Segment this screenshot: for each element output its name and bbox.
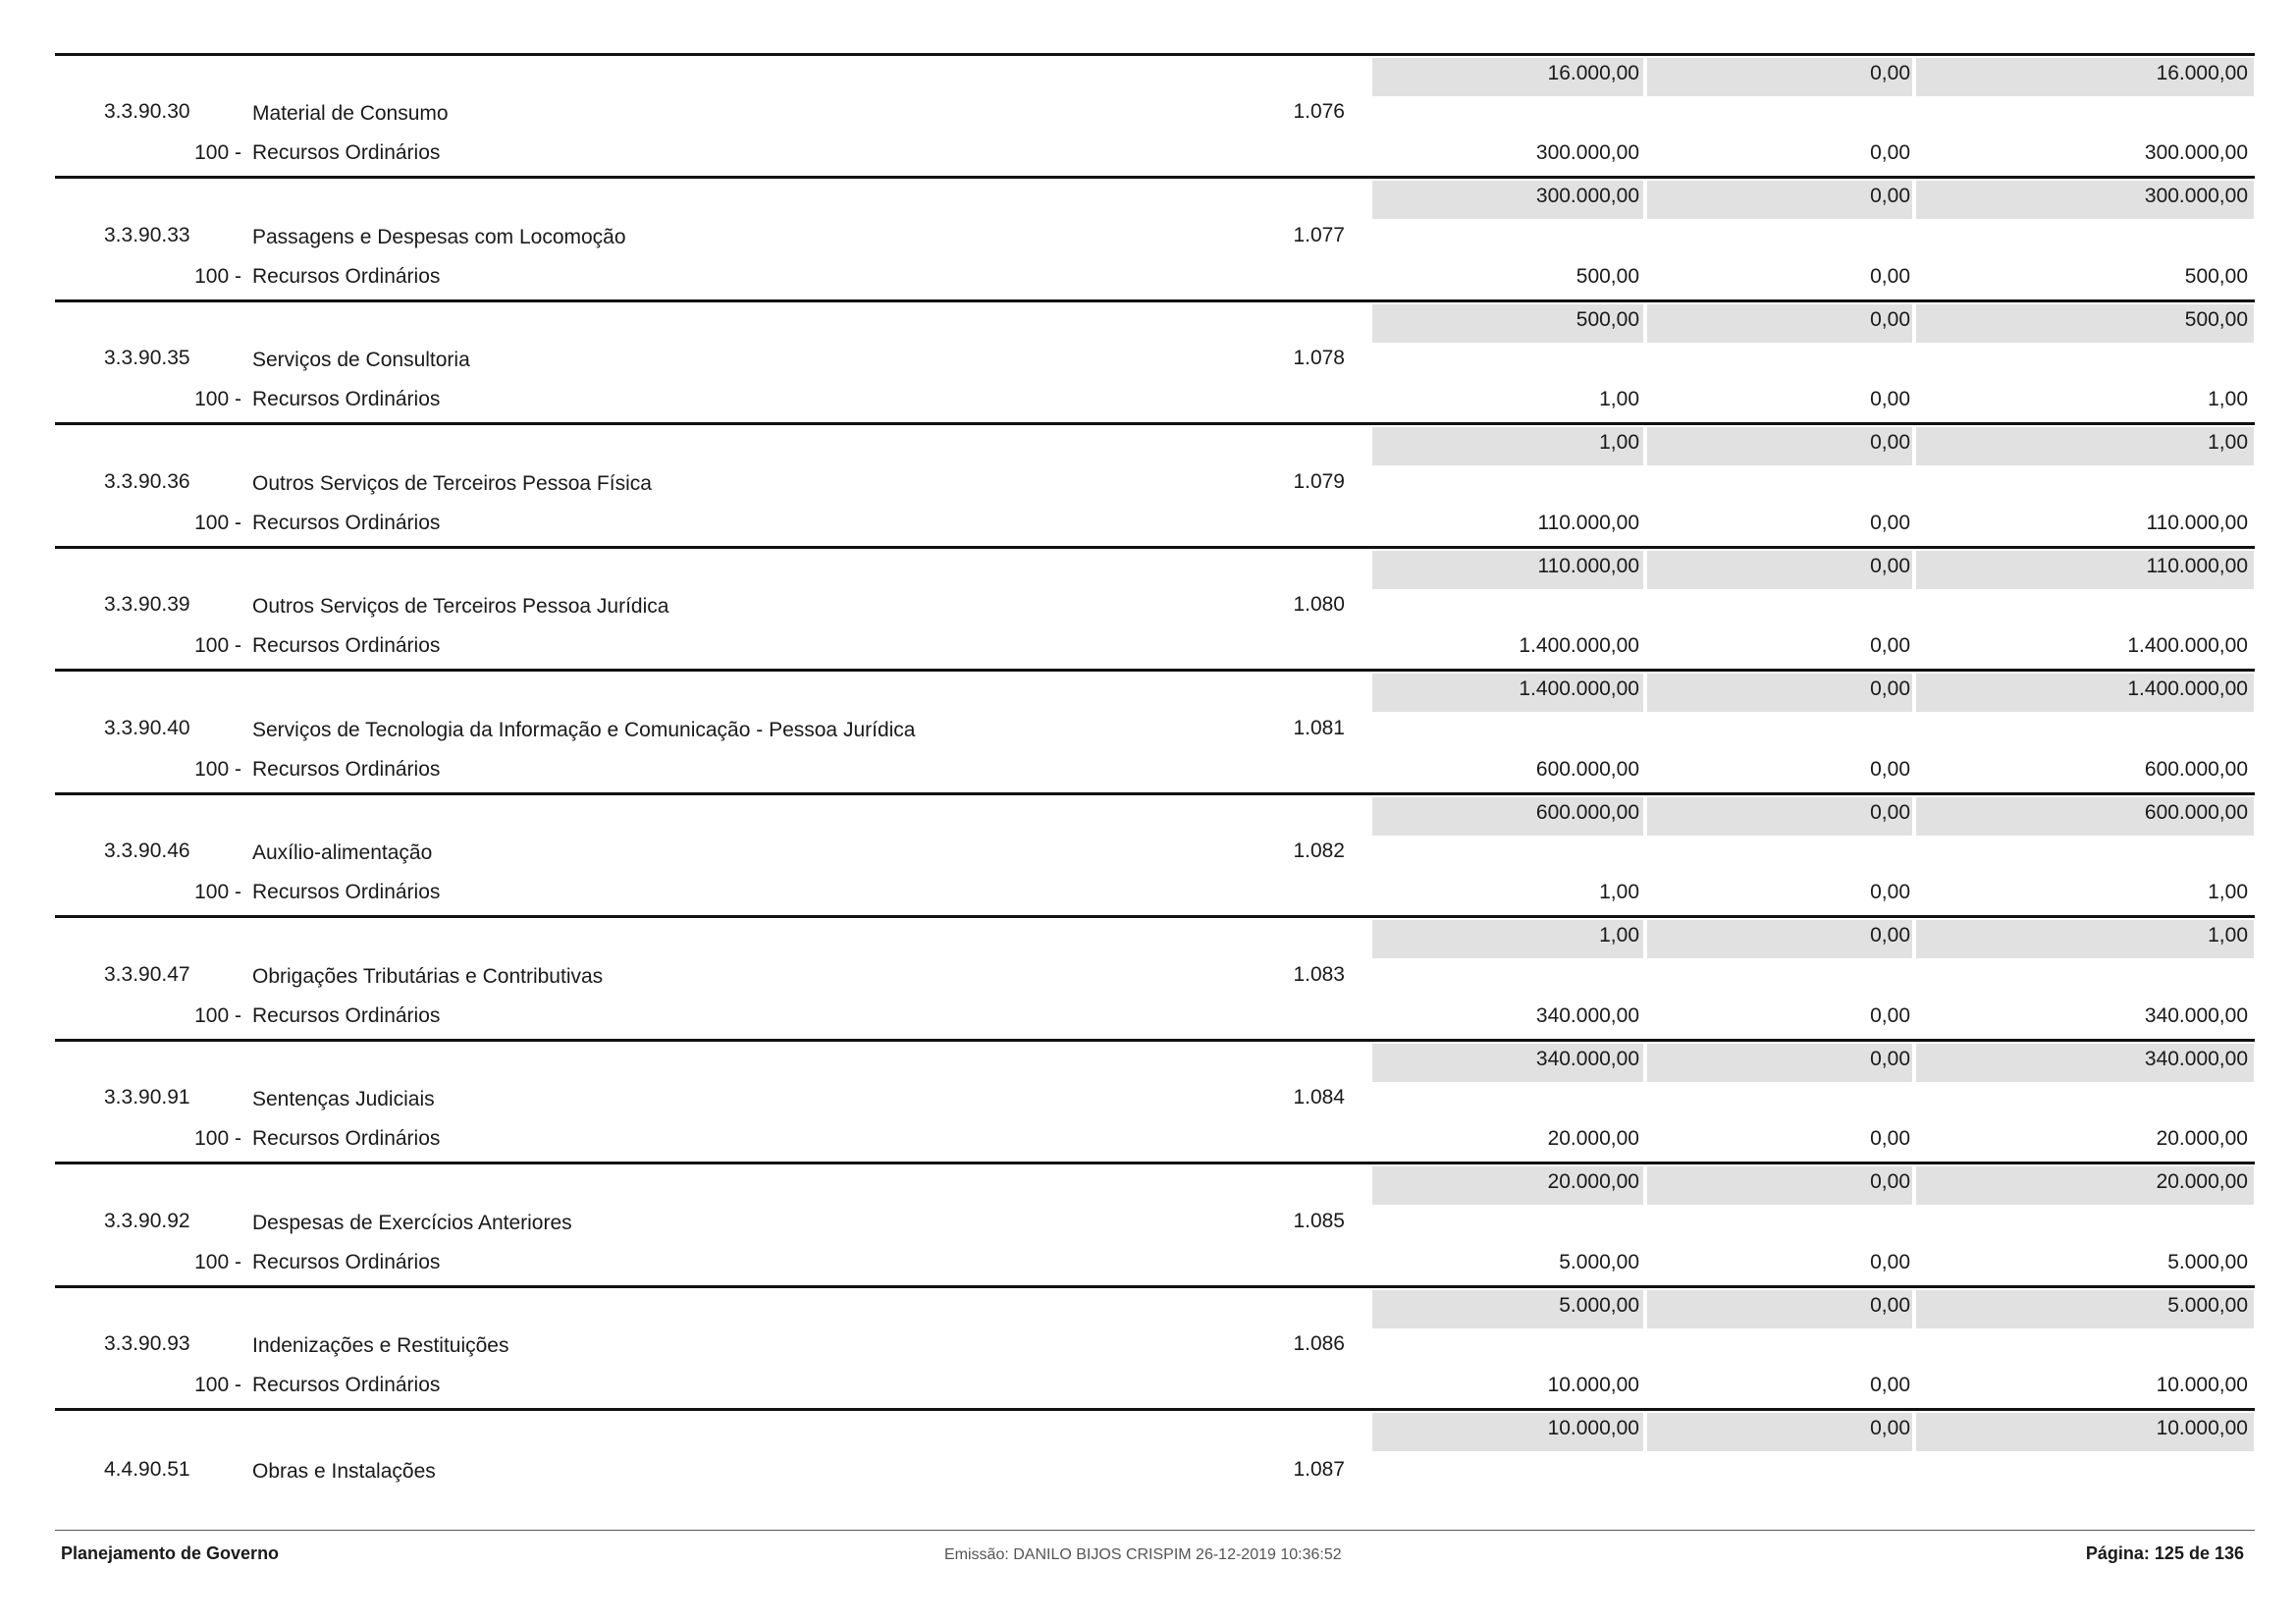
source-orcado: 300.000,00	[1535, 141, 1639, 164]
subtotal-alteracao: 0,00	[1870, 555, 1910, 577]
source-total: 110.000,00	[2146, 512, 2248, 534]
source-total: 20.000,00	[2156, 1127, 2248, 1150]
top-rule	[55, 53, 2255, 56]
source-alteracao: 0,00	[1870, 388, 1910, 410]
account-reference: 1.079	[1293, 470, 1345, 493]
source-code: 100 -	[194, 634, 241, 657]
last-row-code: 4.4.90.51	[104, 1458, 190, 1481]
subtotal-alteracao: 0,00	[1870, 1170, 1910, 1193]
subtotal-total: 1.400.000,00	[2127, 677, 2248, 700]
source-orcado: 600.000,00	[1535, 758, 1639, 781]
source-total: 1,00	[2208, 388, 2248, 410]
account-code: 3.3.90.35	[104, 347, 190, 369]
footer-rule	[55, 1530, 2255, 1531]
source-alteracao: 0,00	[1870, 758, 1910, 781]
source-total: 600.000,00	[2144, 758, 2248, 781]
source-orcado: 20.000,00	[1547, 1127, 1639, 1150]
account-code: 3.3.90.91	[104, 1086, 190, 1109]
subtotal-orcado: 20.000,00	[1547, 1170, 1639, 1193]
subtotal-orcado: 5.000,00	[1559, 1294, 1639, 1317]
subtotal-total: 600.000,00	[2144, 801, 2248, 824]
subtotal-orcado: 10.000,00	[1547, 1417, 1639, 1439]
source-alteracao: 0,00	[1870, 141, 1910, 164]
account-description: Obrigações Tributárias e Contributivas	[252, 965, 604, 988]
subtotal-orcado: 500,00	[1575, 308, 1639, 331]
account-code: 3.3.90.93	[104, 1332, 190, 1355]
account-code: 3.3.90.47	[104, 963, 190, 986]
account-code: 3.3.90.33	[104, 224, 190, 246]
account-code: 3.3.90.36	[104, 470, 190, 493]
account-reference: 1.081	[1293, 717, 1345, 739]
source-total: 5.000,00	[2167, 1251, 2248, 1273]
source-code: 100 -	[194, 265, 241, 288]
source-code: 100 -	[194, 758, 241, 781]
account-reference: 1.085	[1293, 1210, 1345, 1232]
block-rule	[55, 1285, 2255, 1288]
source-name: Recursos Ordinários	[252, 141, 441, 164]
top-total-total: 16.000,00	[2156, 62, 2248, 84]
top-total-orcado: 16.000,00	[1547, 62, 1639, 84]
account-description: Auxílio-alimentação	[252, 841, 433, 864]
source-code: 100 -	[194, 141, 241, 164]
subtotal-alteracao: 0,00	[1870, 1048, 1910, 1070]
account-reference: 1.084	[1293, 1086, 1345, 1109]
account-reference: 1.083	[1293, 963, 1345, 986]
account-reference: 1.076	[1293, 100, 1345, 123]
account-description: Material de Consumo	[252, 102, 449, 125]
subtotal-total: 1,00	[2208, 431, 2248, 454]
account-description: Outros Serviços de Terceiros Pessoa Física	[252, 472, 652, 495]
subtotal-alteracao: 0,00	[1870, 801, 1910, 824]
account-reference: 1.086	[1293, 1332, 1345, 1355]
source-orcado: 340.000,00	[1535, 1004, 1639, 1027]
last-row-ref: 1.087	[1293, 1458, 1345, 1481]
footer-left: Planejamento de Governo	[61, 1543, 280, 1563]
account-code: 3.3.90.30	[104, 100, 190, 123]
subtotal-total: 20.000,00	[2156, 1170, 2248, 1193]
source-orcado: 1.400.000,00	[1519, 634, 1639, 657]
block-rule	[55, 669, 2255, 672]
account-code: 3.3.90.46	[104, 839, 190, 862]
source-alteracao: 0,00	[1870, 1251, 1910, 1273]
subtotal-total: 500,00	[2184, 308, 2248, 331]
source-orcado: 1,00	[1599, 388, 1639, 410]
account-description: Sentenças Judiciais	[252, 1088, 435, 1110]
top-total-alteracao: 0,00	[1870, 62, 1910, 84]
block-rule	[55, 176, 2255, 179]
source-orcado: 500,00	[1575, 265, 1639, 288]
source-code: 100 -	[194, 512, 241, 534]
source-orcado: 5.000,00	[1559, 1251, 1639, 1273]
subtotal-alteracao: 0,00	[1870, 185, 1910, 207]
subtotal-orcado: 1,00	[1599, 431, 1639, 454]
subtotal-orcado: 600.000,00	[1535, 801, 1639, 824]
source-orcado: 1,00	[1599, 881, 1639, 903]
source-name: Recursos Ordinários	[252, 758, 441, 781]
subtotal-total: 300.000,00	[2144, 185, 2248, 207]
source-name: Recursos Ordinários	[252, 1127, 441, 1150]
source-name: Recursos Ordinários	[252, 1374, 441, 1396]
subtotal-total: 340.000,00	[2144, 1048, 2248, 1070]
account-code: 3.3.90.40	[104, 717, 190, 739]
subtotal-total: 5.000,00	[2167, 1294, 2248, 1317]
subtotal-alteracao: 0,00	[1870, 431, 1910, 454]
footer-page-number: Página: 125 de 136	[2085, 1543, 2244, 1563]
block-rule	[55, 915, 2255, 918]
block-rule	[55, 299, 2255, 302]
source-code: 100 -	[194, 881, 241, 903]
source-name: Recursos Ordinários	[252, 1004, 441, 1027]
source-total: 500,00	[2184, 265, 2248, 288]
subtotal-orcado: 340.000,00	[1535, 1048, 1639, 1070]
subtotal-alteracao: 0,00	[1870, 677, 1910, 700]
block-rule	[55, 1039, 2255, 1042]
source-alteracao: 0,00	[1870, 634, 1910, 657]
source-name: Recursos Ordinários	[252, 265, 441, 288]
account-reference: 1.080	[1293, 593, 1345, 616]
source-alteracao: 0,00	[1870, 1374, 1910, 1396]
source-code: 100 -	[194, 1127, 241, 1150]
source-name: Recursos Ordinários	[252, 512, 441, 534]
source-total: 10.000,00	[2156, 1374, 2248, 1396]
account-description: Serviços de Consultoria	[252, 349, 470, 371]
source-total: 340.000,00	[2144, 1004, 2248, 1027]
subtotal-alteracao: 0,00	[1870, 1417, 1910, 1439]
source-total: 1,00	[2208, 881, 2248, 903]
footer-emission: Emissão: DANILO BIJOS CRISPIM 26-12-2019 10:36:52	[944, 1546, 1342, 1563]
subtotal-alteracao: 0,00	[1870, 308, 1910, 331]
source-code: 100 -	[194, 1004, 241, 1027]
source-name: Recursos Ordinários	[252, 1251, 441, 1273]
source-total: 300.000,00	[2144, 141, 2248, 164]
subtotal-orcado: 110.000,00	[1537, 555, 1639, 577]
source-orcado: 10.000,00	[1547, 1374, 1639, 1396]
source-alteracao: 0,00	[1870, 1004, 1910, 1027]
account-reference: 1.078	[1293, 347, 1345, 369]
last-row-desc: Obras e Instalações	[252, 1460, 436, 1483]
subtotal-orcado: 300.000,00	[1535, 185, 1639, 207]
block-rule	[55, 1408, 2255, 1411]
source-alteracao: 0,00	[1870, 265, 1910, 288]
block-rule	[55, 792, 2255, 795]
source-orcado: 110.000,00	[1537, 512, 1639, 534]
source-total: 1.400.000,00	[2127, 634, 2248, 657]
source-alteracao: 0,00	[1870, 512, 1910, 534]
account-description: Indenizações e Restituições	[252, 1334, 509, 1357]
block-rule	[55, 546, 2255, 549]
source-name: Recursos Ordinários	[252, 634, 441, 657]
account-description: Despesas de Exercícios Anteriores	[252, 1212, 572, 1234]
account-description: Outros Serviços de Terceiros Pessoa Jurídica	[252, 595, 669, 618]
subtotal-total: 10.000,00	[2156, 1417, 2248, 1439]
subtotal-alteracao: 0,00	[1870, 1294, 1910, 1317]
subtotal-alteracao: 0,00	[1870, 924, 1910, 947]
account-reference: 1.082	[1293, 839, 1345, 862]
account-code: 3.3.90.92	[104, 1210, 190, 1232]
source-name: Recursos Ordinários	[252, 881, 441, 903]
source-code: 100 -	[194, 1251, 241, 1273]
source-code: 100 -	[194, 388, 241, 410]
account-description: Passagens e Despesas com Locomoção	[252, 226, 626, 248]
source-name: Recursos Ordinários	[252, 388, 441, 410]
subtotal-orcado: 1.400.000,00	[1519, 677, 1639, 700]
subtotal-total: 1,00	[2208, 924, 2248, 947]
subtotal-total: 110.000,00	[2146, 555, 2248, 577]
source-alteracao: 0,00	[1870, 881, 1910, 903]
block-rule	[55, 422, 2255, 425]
account-code: 3.3.90.39	[104, 593, 190, 616]
source-code: 100 -	[194, 1374, 241, 1396]
source-alteracao: 0,00	[1870, 1127, 1910, 1150]
account-description: Serviços de Tecnologia da Informação e Comunicação - Pessoa Jurídica	[252, 719, 916, 741]
subtotal-orcado: 1,00	[1599, 924, 1639, 947]
block-rule	[55, 1162, 2255, 1164]
account-reference: 1.077	[1293, 224, 1345, 246]
